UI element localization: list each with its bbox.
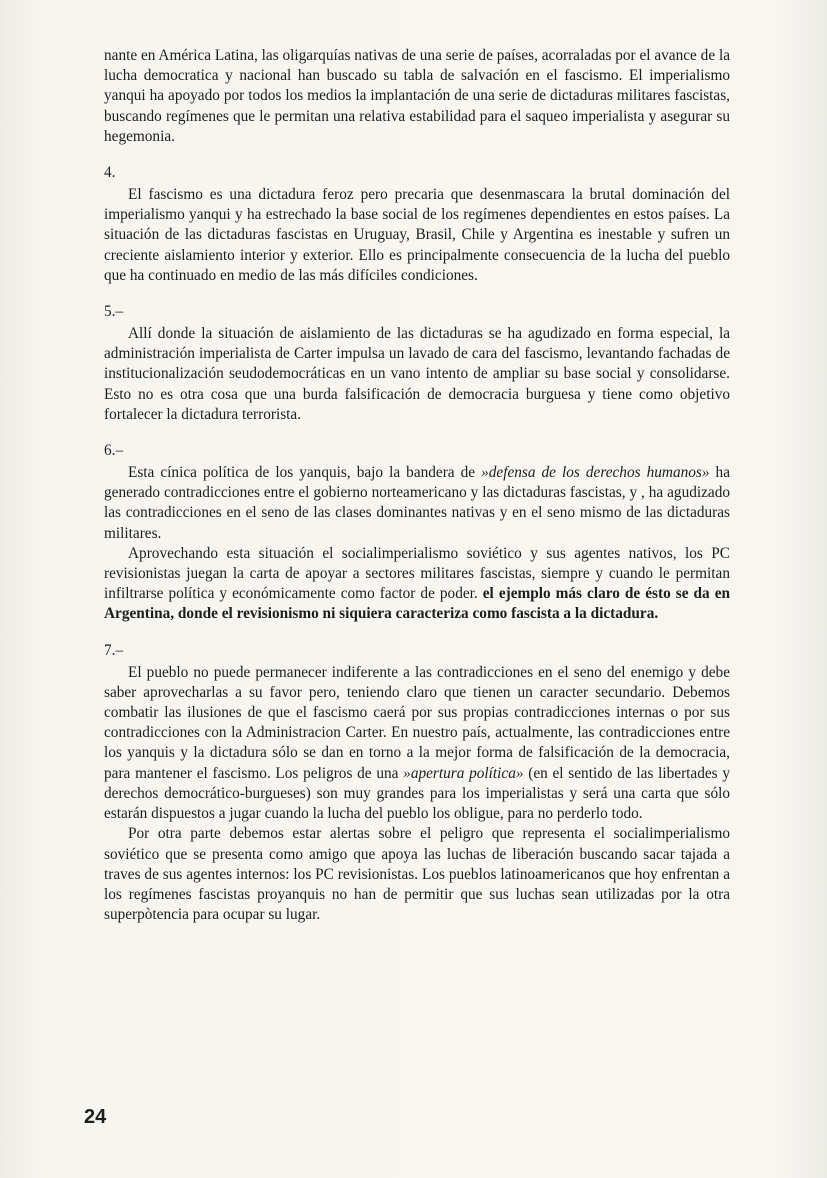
- section-number-7: 7.–: [104, 641, 124, 659]
- section-number-6: 6.–: [104, 442, 124, 460]
- emphasis-derechos-humanos: »defensa de los derechos humanos»: [481, 464, 710, 482]
- paragraph-7a: [104, 663, 730, 825]
- paragraph-7a-text-start: El pueblo no puede permanecer indiferente a las contradicciones en el seno del enemigo y debe saber aprovecharlas a su favor pero, teniendo claro que tienen un caracter secundario. Debemos combatir las ilusiones de que el fascismo caerá por sus propias contradicciones internas o por sus contradicciones con la Administracion Carter. En nuestro país, actualmente, las contradicciones entre los yanquis y la dictadura sólo se dan en torno a la mejor forma de falsificación de la democracia, para mantener el fascismo. Los peligros de una: [104, 663, 730, 782]
- paragraph-4: El fascismo es una dictadura feroz pero precaria que desenmascara la brutal dominación del imperialismo yanqui y ha estrechado la base social de los regímenes dependientes en estos países. La situación de las dictaduras fascistas en Uruguay, Brasil, Chile y Argentina es inestable y sufren un creciente aislamiento interior y exterior. Ello es principalmente consecuencia de la lucha del pueblo que ha continuado en medio de las más difíciles condiciones.: [104, 186, 730, 284]
- paragraph-6a-text-start: Esta cínica política de los yanquis, bajo la bandera de: [128, 464, 482, 482]
- paragraph-5: Allí donde la situación de aislamiento de las dictaduras se ha agudizado en forma especial, la administración imperialista de Carter impulsa un lavado de cara del fascismo, levantando fachadas de institucionalización seudodemocráticas en un vano intento de ampliar su base social y consolidarse. Esto no es otra cosa que una burda falsificación de democracia burguesa y tiene como objetivo fortalecer la dictadura terrorista.: [104, 325, 730, 423]
- emphasis-apertura-politica: »apertura política»: [403, 764, 524, 782]
- body-text: [104, 46, 730, 925]
- bold-statement-argentina: el ejemplo más claro de ésto se da en Argentina, donde el revisionismo ni siquiera caracteriza como fascista a la dictadura.: [104, 585, 731, 623]
- section-number-4: 4.: [104, 164, 116, 182]
- page-number: 24: [84, 1106, 107, 1128]
- section-number-5: 5.–: [104, 303, 124, 321]
- paragraph-intro: nante en América Latina, las oligarquías nativas de una serie de países, acorraladas por el avance de la lucha democratica y nacional han buscado su tabla de salvación en el fascismo. El imperialismo yanqui ha apoyado por todos los medios la implantación de una serie de dictaduras militares fascistas, buscando regímenes que le permitan una relativa estabilidad para el saqueo imperialista y asegurar su hegemonia.: [104, 47, 730, 145]
- paragraph-6a-text-end: ha generado contradicciones entre el gobierno norteamericano y las dictaduras fascistas, y , ha agudizado las contradicciones en el seno de las clases dominantes nativas y en el seno mismo de las dictaduras militares.: [104, 464, 730, 542]
- paragraph-6b-text: Aprovechando esta situación el socialimperialismo soviético y sus agentes nativos, los PC revisionistas juegan la carta de apoyar a sectores militares fascistas, siempre y cuando le permitan infiltrarse política y económicamente como factor de poder.: [104, 544, 730, 603]
- paragraph-7a-text-end: (en el sentido de las libertades y derechos democrático-burgueses) son muy grandes para los imperialistas y será una carta que sólo estarán dispuestos a jugar cuando la lucha del pueblo los obligue, para no perderlo todo.: [104, 764, 730, 823]
- paragraph-7b: Por otra parte debemos estar alertas sobre el peligro que representa el socialimperialismo soviético que se presenta como amigo que apoya las luchas de liberación buscando sacar tajada a traves de sus agentes internos: los PC revisionistas. Los pueblos latinoamericanos que hoy enfrentan a los regímenes fascistas proyanquis no han de permitir que sus luchas sean utilizadas por la otra superpòtencia para ocupar su lugar.: [104, 825, 730, 924]
- paragraph-6b: [104, 544, 730, 625]
- paragraph-6a: [104, 463, 730, 544]
